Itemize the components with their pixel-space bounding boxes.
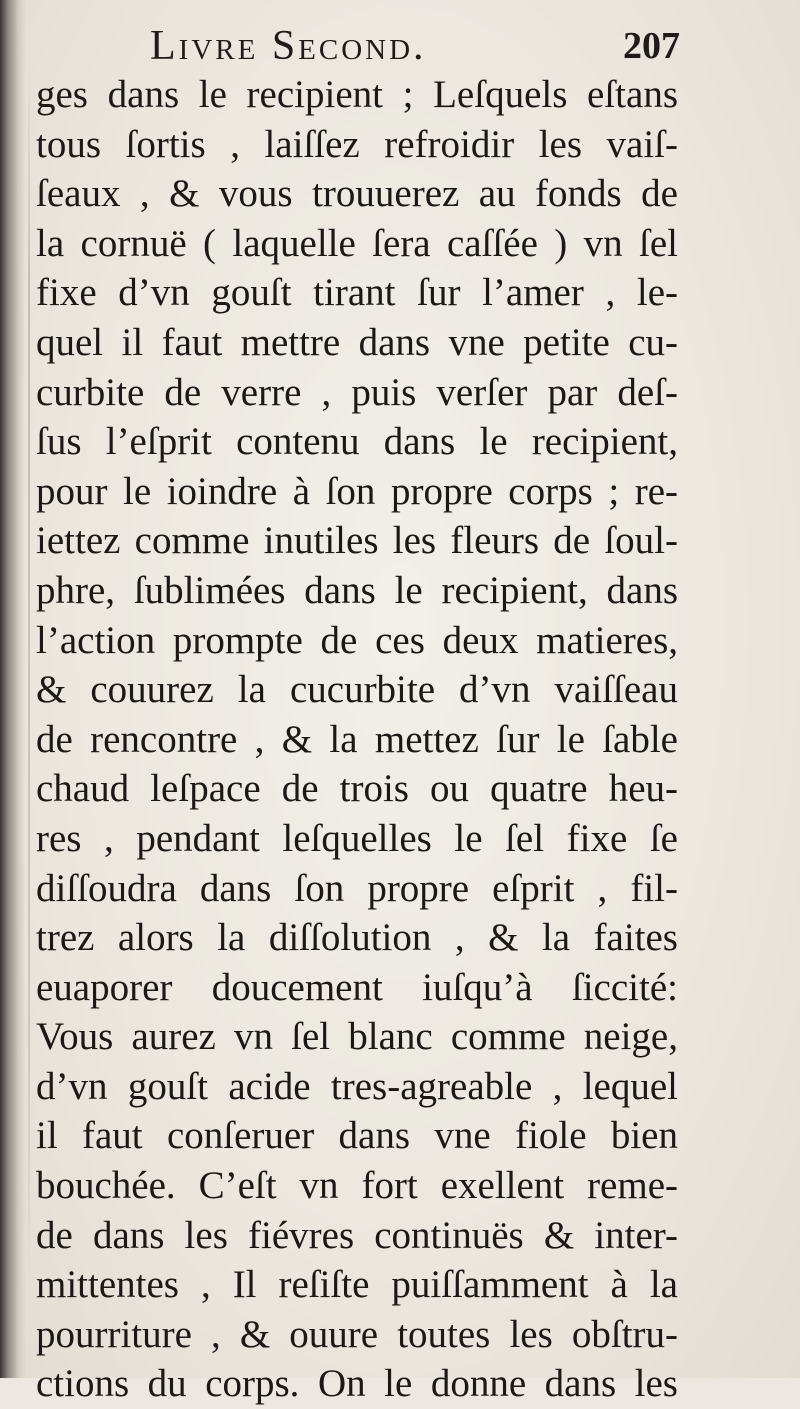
running-head (150, 22, 680, 74)
text-line: tous ſortis , laiſſez refroidir les vaiſ- (36, 122, 678, 166)
text-line: chaud leſpace de trois ou quatre heu- (36, 767, 678, 811)
text-line: iettez comme inutiles les fleurs de ſoul- (36, 519, 678, 563)
text-line: de rencontre , & la mettez ſur le ſable (36, 717, 678, 761)
page-edge-shadow (28, 60, 30, 1290)
text-line: ſeaux , & vous trouuerez au fonds de (36, 172, 678, 216)
text-line: curbite de verre , puis verſer par deſ- (36, 370, 678, 414)
text-line: phre, ſublimées dans le recipient, dans (36, 568, 678, 612)
page-number: 207 (623, 25, 680, 67)
text-line: Vous aurez vn ſel blanc comme neige, (36, 1015, 678, 1059)
text-line: diſſoudra dans ſon propre eſprit , fil- (36, 866, 678, 910)
text-line: la cornuë ( laquelle ſera caſſée ) vn ſel (36, 221, 678, 265)
running-title: Livre Second. (150, 23, 427, 69)
text-line: de dans les fiévres continuës & inter- (36, 1213, 678, 1257)
text-line: pour le ioindre à ſon propre corps ; re- (36, 469, 678, 513)
text-line: euaporer doucement iuſqu’à ſiccité: (36, 965, 678, 1009)
text-line: bouchée. C’eſt vn fort exellent reme- (36, 1164, 678, 1208)
text-line: ges dans le recipient ; Leſquels eſtans (36, 73, 678, 116)
text-line: quel il faut mettre dans vne petite cu- (36, 320, 678, 364)
text-line: pourriture , & ouure toutes les obſtru- (36, 1312, 678, 1356)
text-line: fixe d’vn gouſt tirant ſur l’amer , le- (36, 271, 678, 315)
text-line: d’vn gouſt acide tres-agreable , lequel (36, 1064, 678, 1108)
text-line: trez alors la diſſolution , & la faites (36, 916, 678, 960)
text-line: res , pendant leſquelles le ſel fixe ſe (36, 816, 678, 860)
text-line: l’action prompte de ces deux matieres, (36, 618, 678, 662)
text-line: mittentes , Il reſiſte puiſſamment à la (36, 1263, 678, 1307)
text-line: ctions du corps. On le donne dans les (36, 1362, 678, 1406)
binding-gutter-shadow (0, 0, 26, 1378)
text-line: ſus l’eſprit contenu dans le recipient, (36, 420, 678, 464)
text-line: & couurez la cucurbite d’vn vaiſſeau (36, 668, 678, 712)
body-text (36, 70, 678, 1409)
text-line: il faut conſeruer dans vne fiole bien (36, 1114, 678, 1158)
